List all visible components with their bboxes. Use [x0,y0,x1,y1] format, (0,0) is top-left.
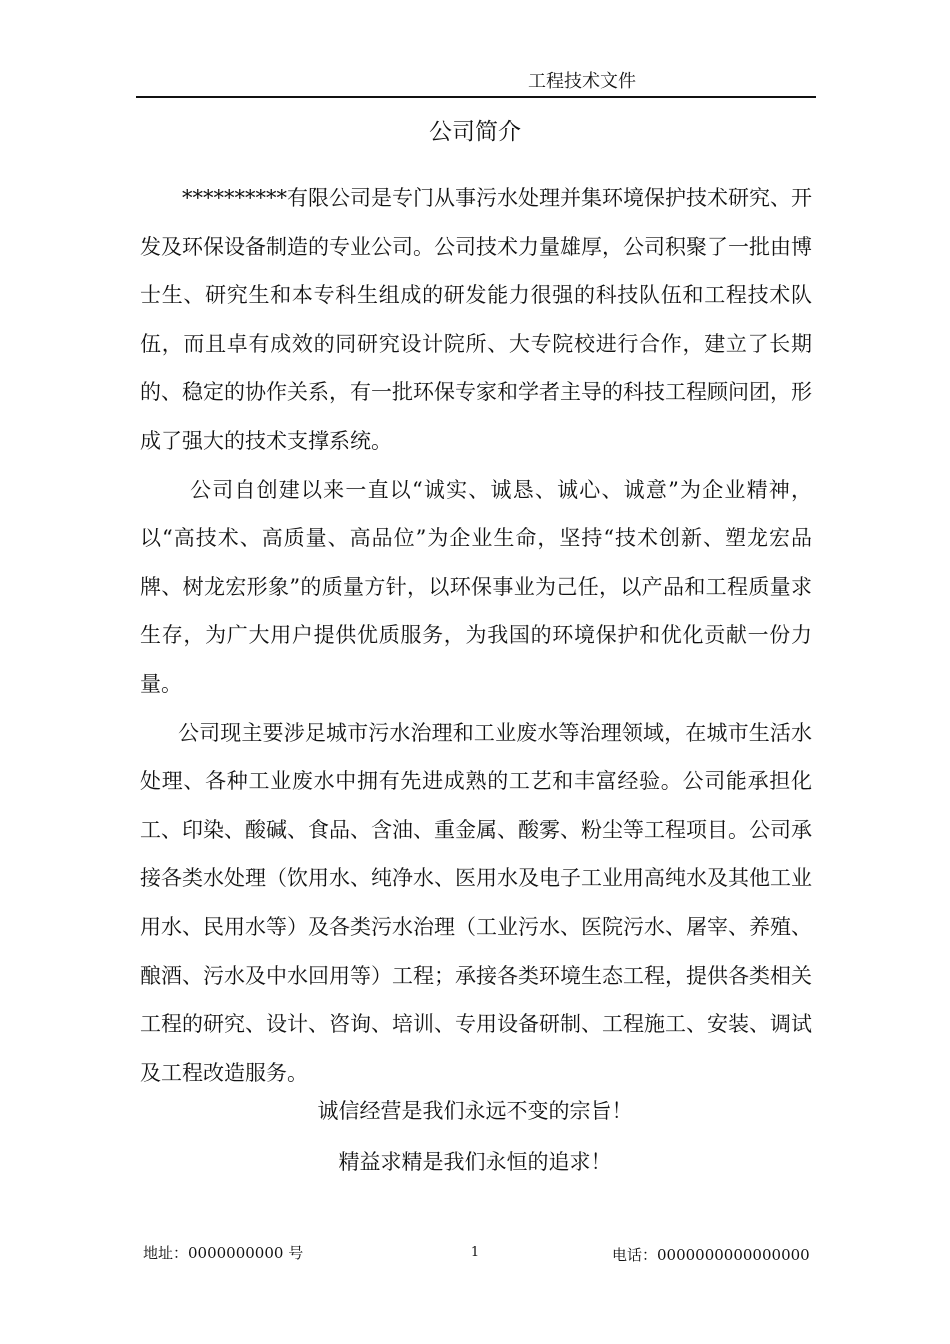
header-title: 工程技术文件 [528,71,636,92]
motto-excellence: 精益求精是我们永恒的追求！ [338,1150,612,1174]
header-divider [136,96,816,98]
footer-phone: 电话：0000000000000000 [612,1246,810,1264]
document-body [140,174,812,1097]
paragraph-business-scope: 公司现主要涉足城市污水治理和工业废水等治理领域，在城市生活水处理、各种工业废水中拥有先进成熟的工艺和丰富经验。公司能承担化工、印染、酸碱、食品、含油、重金属、酸雾、粉尘等工程项目。公司承接各类水处理（饮用水、纯净水、医用水及电子工业用高纯水及其他工业用水、民用水等）及各类污水治理（工业污水、医院污水、屠宰、养殖、酿酒、污水及中水回用等）工程；承接各类环境生态工程，提供各类相关工程的研究、设计、咨询、培训、专用设备研制、工程施工、安装、调试及工程改造服务。 [140,720,812,1085]
paragraph-company-intro: **********有限公司是专门从事污水处理并集环境保护技术研究、开发及环保设备制造的专业公司。公司技术力量雄厚，公司积聚了一批由博士生、研究生和本专科生组成的研发能力很强的科技队伍和工程技术队伍，而且卓有成效的同研究设计院所、大专院校进行合作，建立了长期的、稳定的协作关系，有一批环保专家和学者主导的科技工程顾问团，形成了强大的技术支撑系统。 [140,186,812,453]
page-number: 1 [470,1245,480,1260]
document-title: 公司简介 [429,119,521,145]
motto-integrity: 诚信经营是我们永远不变的宗旨！ [317,1099,633,1123]
paragraph-company-spirit: 公司自创建以来一直以“诚实、诚恳、诚心、诚意”为企业精神，以“高技术、高质量、高品位”为企业生命，坚持“技术创新、塑龙宏品牌、树龙宏形象”的质量方针，以环保事业为己任，以产品和工程质量求生存，为广大用户提供优质服务，为我国的环境保护和优化贡献一份力量。 [140,477,812,696]
footer-address: 地址：0000000000 号 [143,1244,304,1262]
